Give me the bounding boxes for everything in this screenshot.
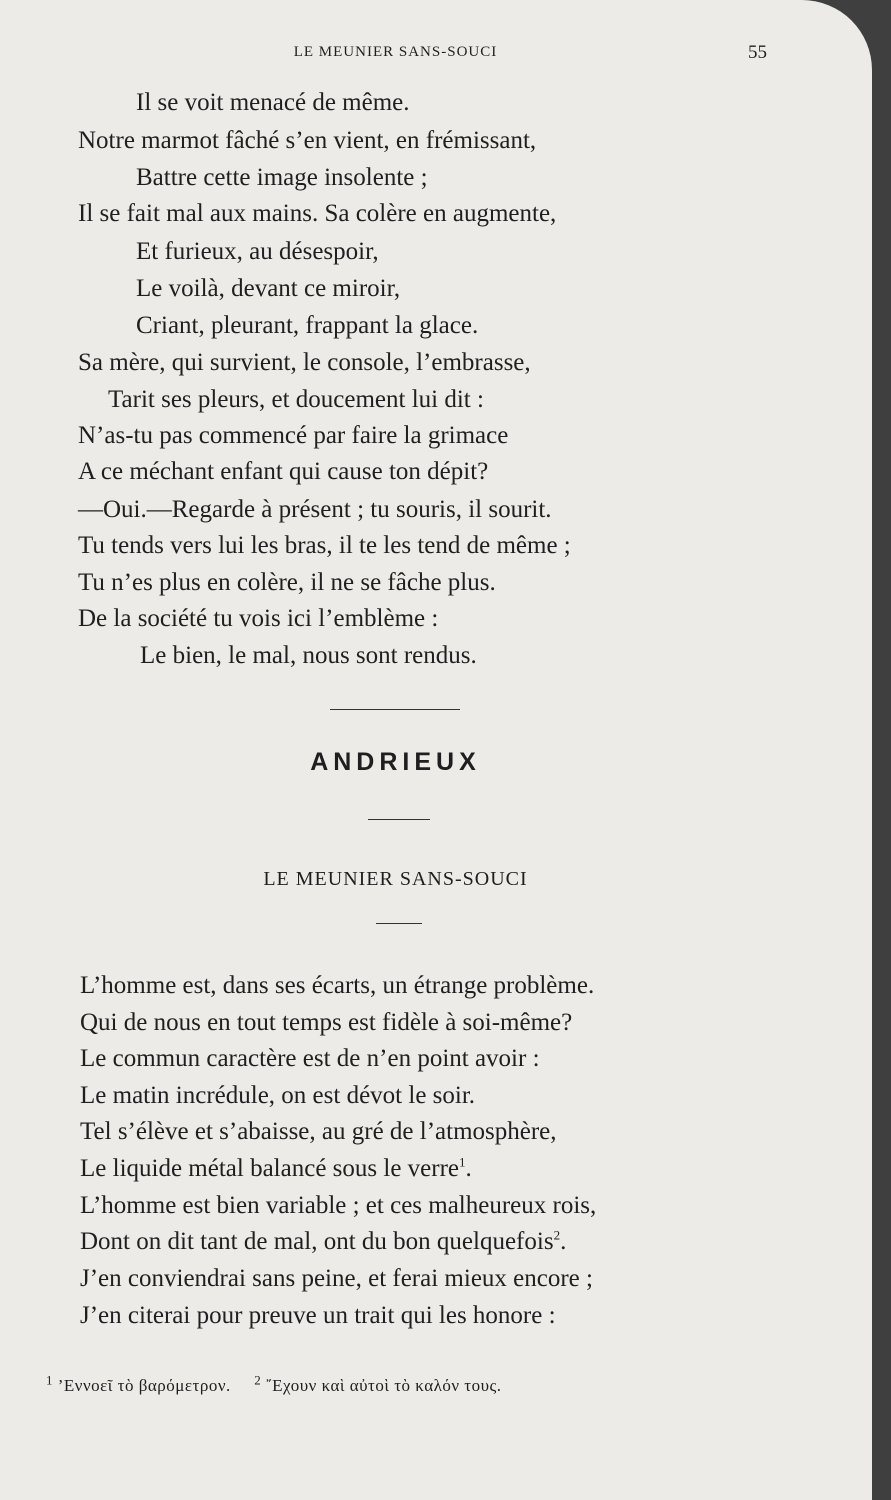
running-title: LE MEUNIER SANS-SOUCI xyxy=(293,44,498,60)
footnote-text: ’Εννοεῖ τὸ βαρόμετρον. xyxy=(57,1376,231,1395)
author-heading: ANDRIEUX xyxy=(310,748,481,776)
poem-line: Tarit ses pleurs, et doucement lui dit : xyxy=(108,386,484,413)
footnote-mark: 1 xyxy=(459,1154,466,1170)
poem-line: Tu tends vers lui les bras, il te les tend de même ; xyxy=(78,532,571,559)
poem-line xyxy=(80,1153,472,1185)
author-underline xyxy=(368,819,430,820)
footnote-mark: 1 xyxy=(46,1372,53,1388)
line-end-punctuation: . xyxy=(465,1155,472,1182)
footnotes xyxy=(46,1372,502,1396)
poem-line: Qui de nous en tout temps est fidèle à soi-même? xyxy=(80,1009,573,1036)
poem-line: Le commun caractère est de n’en point avoir : xyxy=(80,1045,540,1072)
poem-title: LE MEUNIER SANS-SOUCI xyxy=(263,868,528,890)
poem-line: Notre marmot fâché s’en vient, en frémissant, xyxy=(78,127,537,154)
poem-line: —Oui.—Regarde à présent ; tu souris, il sourit. xyxy=(78,496,552,523)
poem-line: Le bien, le mal, nous sont rendus. xyxy=(140,642,477,669)
footnote-mark: 2 xyxy=(553,1227,561,1243)
title-underline xyxy=(376,923,422,924)
page-number: 55 xyxy=(748,42,767,63)
poem-line: L’homme est, dans ses écarts, un étrange problème. xyxy=(80,972,595,999)
poem-line: Tu n’es plus en colère, il ne se fâche plus. xyxy=(78,569,496,596)
poem-line: Battre cette image insolente ; xyxy=(136,164,428,191)
poem-line: Sa mère, qui survient, le console, l’embrasse, xyxy=(78,349,531,376)
footnote-mark: 2 xyxy=(254,1372,262,1388)
poem-line: Le voilà, devant ce miroir, xyxy=(136,275,401,302)
section-divider xyxy=(330,709,460,710)
poem-line: Le matin incrédule, on est dévot le soir. xyxy=(80,1082,476,1109)
poem-line: J’en citerai pour preuve un trait qui les honore : xyxy=(80,1302,556,1329)
poem-line: De la société tu vois ici l’emblème : xyxy=(78,605,439,632)
poem-line: Tel s’élève et s’abaisse, au gré de l’atmosphère, xyxy=(80,1118,557,1145)
poem-line: N’as-tu pas commencé par faire la grimace xyxy=(78,422,509,449)
poem-line xyxy=(80,1226,566,1258)
poem-line: L’homme est bien variable ; et ces malheureux rois, xyxy=(80,1192,597,1219)
footnote-text: ῎Εχουν καὶ αὐτοὶ τὸ καλόν τους. xyxy=(266,1376,502,1395)
poem-line: A ce méchant enfant qui cause ton dépit? xyxy=(78,458,489,485)
poem-line: Criant, pleurant, frappant la glace. xyxy=(136,312,479,339)
poem-line-text: Le liquide métal balancé sous le verre xyxy=(80,1155,460,1182)
poem-line: Il se voit menacé de même. xyxy=(136,89,410,116)
poem-line-text: Dont on dit tant de mal, ont du bon quelquefois xyxy=(80,1228,554,1255)
line-end-punctuation: . xyxy=(560,1228,567,1255)
poem-line: Et furieux, au désespoir, xyxy=(136,238,379,265)
poem-line: Il se fait mal aux mains. Sa colère en augmente, xyxy=(78,200,557,227)
poem-line: J’en conviendrai sans peine, et ferai mieux encore ; xyxy=(80,1265,593,1292)
